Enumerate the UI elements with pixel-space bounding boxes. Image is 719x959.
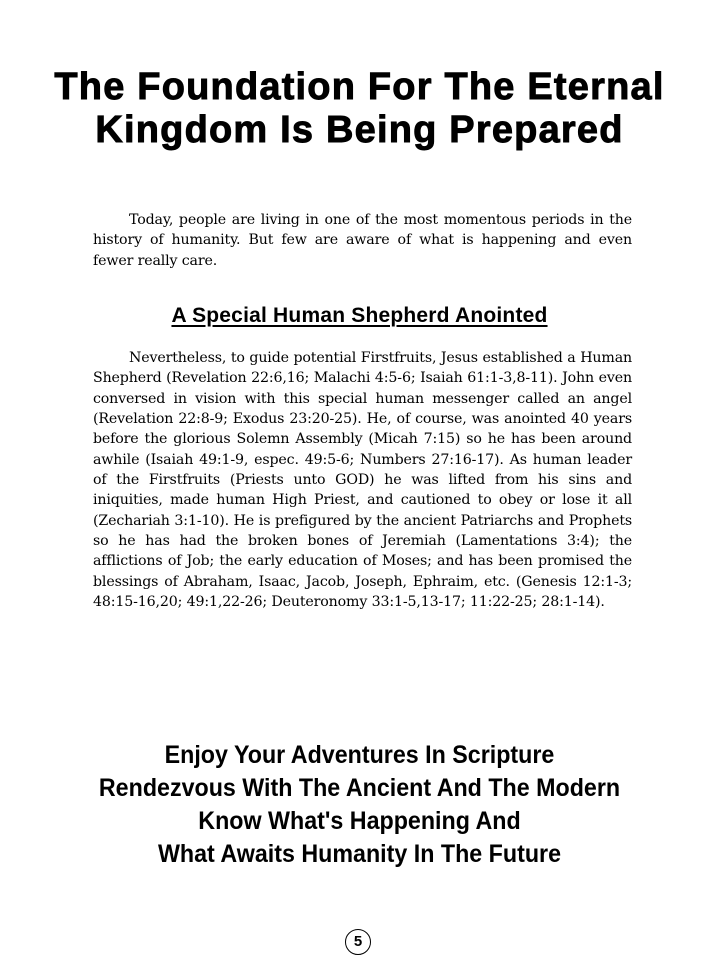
closing-line-1: Enjoy Your Adventures In Scripture [164, 741, 555, 769]
closing-tagline [0, 739, 719, 871]
closing-line-3: Know What's Happening And [198, 807, 521, 835]
page-title-line-2: Kingdom Is Being Prepared [95, 109, 624, 151]
section-heading-text: A Special Human Shepherd Anointed [171, 304, 548, 327]
closing-line-2: Rendezvous With The Ancient And The Modern [98, 774, 621, 802]
page-title-line-1: The Foundation For The Eternal [54, 66, 665, 108]
page-title [0, 66, 719, 152]
section-paragraph: Nevertheless, to guide potential Firstfruits, Jesus established a Human Shepherd (Revelation 22:6,16; Malachi 4:5-6; Isaiah 61:1-3,8-11). John even conversed in vision with this special human messenger called an angel (Revelation 22:8-9; Exodus 23:20-25). He, of course, was anointed 40 years before the glorious Solemn Assembly (Micah 7:15) so he has been around awhile (Isaiah 49:1-9, espec. 49:5-6; Numbers 27:16-17). As human leader of the Firstfruits (Priests unto GOD) he was lifted from his sins and iniquities, made human High Priest, and cautioned to obey or lose it all (Zechariah 3:1-10). He is prefigured by the ancient Patriarchs and Prophets so he has had the broken bones of Jeremiah (Lamentations 3:4); the afflictions of Job; the early education of Moses; and has been promised the blessings of Abraham, Isaac, Jacob, Joseph, Ephraim, etc. (Genesis 12:1-3; 48:15-16,20; 49:1,22-26; Deuteronomy 33:1-5,13-17; 11:22-25; 28:1-14). [93, 350, 632, 611]
intro-paragraph: Today, people are living in one of the most momentous periods in the history of humanity. But few are aware of what is happening and even fewer really care. [93, 212, 632, 269]
page-number-badge: 5 [345, 929, 371, 955]
closing-line-4: What Awaits Humanity In The Future [157, 840, 562, 868]
section-heading [0, 303, 719, 329]
